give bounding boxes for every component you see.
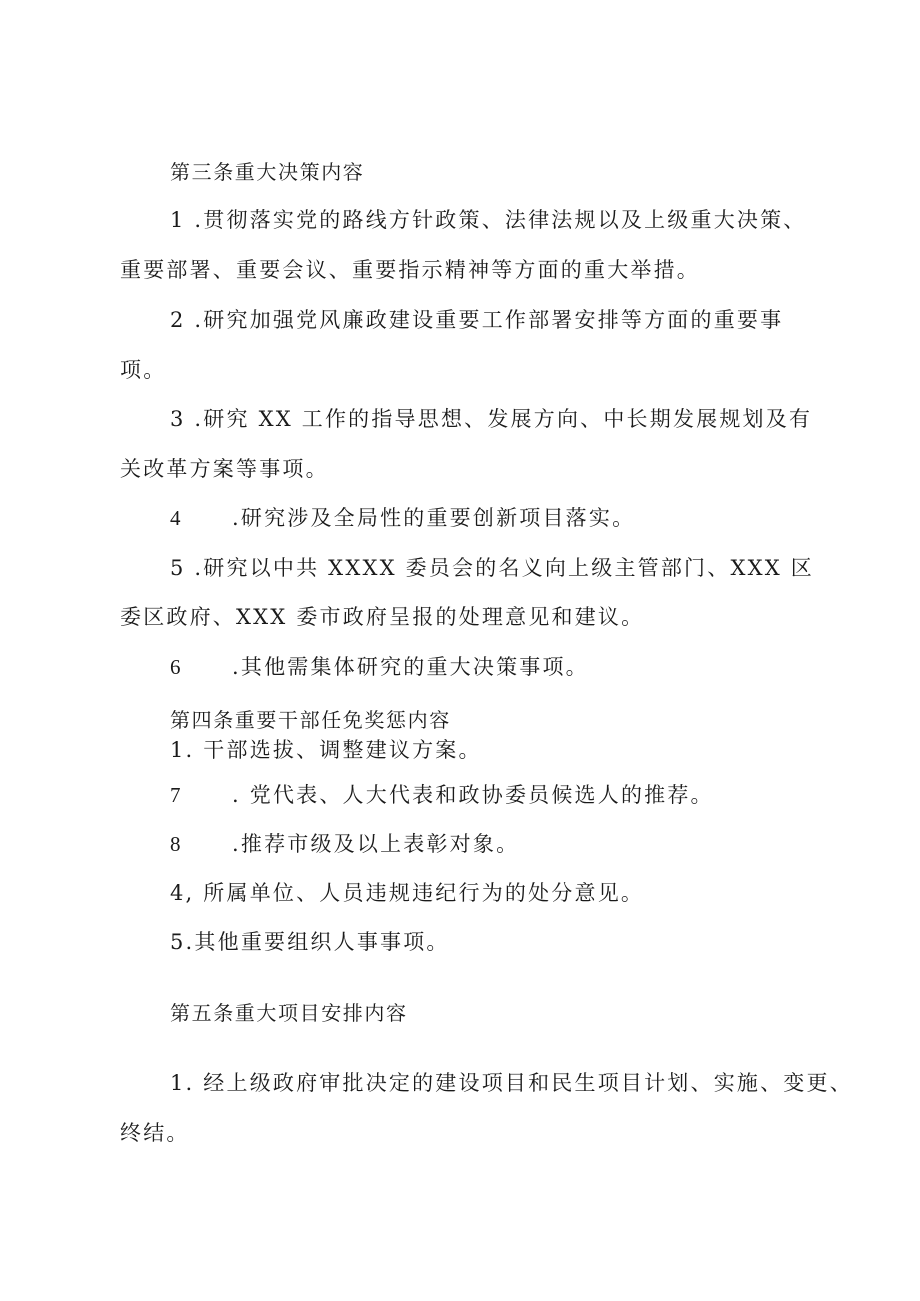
section4-item2	[170, 780, 714, 810]
section3-item6	[170, 652, 589, 682]
section3-item5-line2: 委区政府、XXX 委市政府呈报的处理意见和建议。	[120, 605, 645, 629]
section3-item5-line1: 5 .研究以中共 XXXX 委员会的名义向上级主管部门、XXX 区	[170, 556, 814, 580]
section3-item3-line1: 3 .研究 XX 工作的指导思想、发展方向、中长期发展规划及有	[170, 407, 813, 431]
section5-heading: 第五条重大项目安排内容	[170, 1001, 408, 1025]
item-number: 8	[170, 832, 183, 856]
section3-heading: 第三条重大决策内容	[170, 160, 365, 184]
item-number: 7	[170, 783, 183, 807]
section3-item1-line2: 重要部署、重要会议、重要指示精神等方面的重大举措。	[120, 258, 700, 282]
section3-item3-line2: 关改革方案等事项。	[120, 457, 329, 481]
section4-item3	[170, 829, 519, 859]
item-text: .研究涉及全局性的重要创新项目落实。	[232, 506, 636, 530]
section4-item4: 4, 所属单位、人员违规违纪行为的处分意见。	[170, 881, 645, 905]
item-text: .推荐市级及以上表彰对象。	[232, 832, 520, 856]
section3-item1-line1: 1 .贯彻落实党的路线方针政策、法律法规以及上级重大决策、	[170, 208, 807, 232]
item-text: .其他需集体研究的重大决策事项。	[232, 655, 589, 679]
section4-item5: 5.其他重要组织人事事项。	[170, 930, 450, 954]
item-text: . 党代表、人大代表和政协委员候选人的推荐。	[232, 783, 714, 807]
section5-item1-line1: 1. 经上级政府审批决定的建设项目和民生项目计划、实施、变更、	[170, 1071, 853, 1095]
section4-item1: 1. 干部选拔、调整建议方案。	[170, 738, 482, 762]
section3-item2-line1: 2 .研究加强党风廉政建设重要工作部署安排等方面的重要事	[170, 308, 784, 332]
section3-item4	[170, 503, 635, 533]
item-number: 6	[170, 655, 183, 679]
section4-heading: 第四条重要干部任免奖惩内容	[170, 708, 451, 732]
section5-item1-line2: 终结。	[120, 1121, 190, 1145]
section3-item2-line2: 项。	[120, 358, 167, 382]
item-number: 4	[170, 506, 183, 530]
